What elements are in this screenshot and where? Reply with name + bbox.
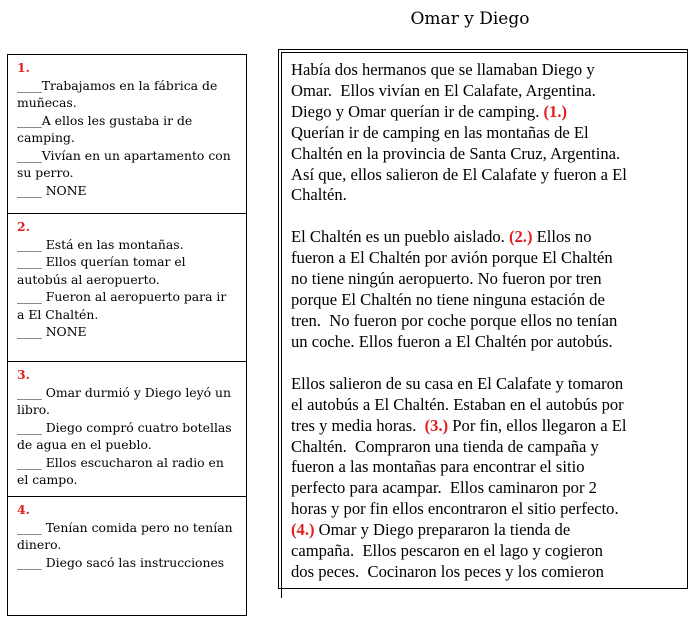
question-marker-4: (4.) xyxy=(291,520,315,540)
passage-line: campaña. Ellos pescaron en el lago y cogieron xyxy=(291,541,603,561)
passage-line: fueron a El Chaltén por avión porque El Chaltén xyxy=(291,248,613,268)
passage-text-span: Diego y Omar querían ir de camping. xyxy=(291,101,544,121)
question-number: 2. xyxy=(17,219,30,234)
question-marker-1: (1.) xyxy=(543,101,568,121)
passage-line: un coche. Ellos fueron a El Chaltén por autobús. xyxy=(291,331,613,351)
question-line: ____ Omar durmió y Diego leyó un xyxy=(17,384,231,400)
question-line: muñecas. xyxy=(17,95,77,110)
paragraph-2 xyxy=(291,227,681,352)
passage-line: Había dos hermanos que se llamaban Diego y xyxy=(291,60,595,79)
question-line: ____ Tenían comida pero no tenían xyxy=(17,519,233,535)
question-line: ____ NONE xyxy=(17,324,87,339)
question-line: ____A ellos les gustaba ir de xyxy=(17,112,193,128)
passage-line: Querían ir de camping en las montañas de El xyxy=(291,122,589,142)
passage-line: dos peces. Cocinaron los peces y los comieron xyxy=(291,561,604,581)
question-cell-2 xyxy=(8,214,246,361)
passage-line: Así que, ellos salieron de El Calafate y fueron a El xyxy=(291,164,627,184)
question-line: ____ Ellos escucharon al radio en xyxy=(17,454,224,470)
passage-line xyxy=(291,227,681,248)
passage-text-span: Ellos no xyxy=(532,227,592,247)
passage-line: fueron a las montañas para encontrar el sitio xyxy=(291,457,585,477)
question-line: ____Vivían en un apartamento con xyxy=(17,147,231,163)
question-line: ____ Diego sacó las instrucciones xyxy=(17,554,225,570)
passage-line xyxy=(291,102,681,123)
passage-line: Omar. Ellos vivían en El Calafate, Argentina. xyxy=(291,80,596,100)
passage-line: Chaltén. xyxy=(291,185,347,205)
question-line: ____ NONE xyxy=(17,182,87,198)
passage-line: horas y por fin ellos encontraron el sitio perfecto. xyxy=(291,499,619,519)
paragraph-1 xyxy=(291,60,681,206)
question-marker-2: (2.) xyxy=(508,227,533,247)
question-marker-3: (3.) xyxy=(424,415,449,435)
paragraph-3 xyxy=(291,374,681,583)
question-line: ____ Fueron al aeropuerto para ir xyxy=(17,289,227,304)
question-line: libro. xyxy=(17,402,50,417)
question-line: autobús al aeropuerto. xyxy=(17,271,160,287)
question-line: ____ Diego compró cuatro botellas xyxy=(17,419,232,435)
question-line: de agua en el pueblo. xyxy=(17,437,152,452)
passage-line xyxy=(291,520,681,541)
passage-line: porque El Chaltén no tiene ninguna estación de xyxy=(291,290,605,310)
passage-line: Chaltén en la provincia de Santa Cruz, Argentina. xyxy=(291,143,621,163)
question-cell-1 xyxy=(8,55,246,213)
passage-line xyxy=(291,416,681,437)
question-cell-3 xyxy=(8,362,246,496)
page-title: Omar y Diego xyxy=(410,9,530,29)
passage-line: Chaltén. Compraron una tienda de campaña y xyxy=(291,436,599,456)
question-number: 4. xyxy=(17,502,30,517)
passage-text xyxy=(291,60,681,604)
question-number: 3. xyxy=(17,367,30,382)
question-line: el campo. xyxy=(17,472,78,487)
passage-text-span: Por fin, ellos llegaron a El xyxy=(448,415,627,435)
passage-line: el autobús a El Chaltén. Estaban en el autobús por xyxy=(291,394,624,414)
question-line: ____ Ellos querían tomar el xyxy=(17,254,186,269)
question-line: a El Chaltén. xyxy=(17,306,99,322)
question-line: dinero. xyxy=(17,537,62,552)
passage-line: perfecto para acampar. Ellos caminaron por 2 xyxy=(291,478,597,498)
passage-line: tren. No fueron por coche porque ellos no tenían xyxy=(291,310,618,330)
question-line: ____Trabajamos en la fábrica de xyxy=(17,77,218,93)
question-table xyxy=(7,54,247,616)
question-line: su perro. xyxy=(17,165,74,180)
question-cell-4 xyxy=(8,497,246,627)
passage-text-span: tres y media horas. xyxy=(291,415,425,435)
passage-text-span: Omar y Diego prepararon la tienda de xyxy=(314,520,571,540)
passage-text-span: El Chaltén es un pueblo aislado. xyxy=(291,227,509,247)
question-number: 1. xyxy=(17,60,30,75)
passage-line: no tiene ningún aeropuerto. No fueron por tren xyxy=(291,269,602,289)
question-line: camping. xyxy=(17,130,75,145)
passage-line: Ellos salieron de su casa en El Calafate y tomaron xyxy=(291,373,624,393)
question-line: ____ Está en las montañas. xyxy=(17,236,184,252)
